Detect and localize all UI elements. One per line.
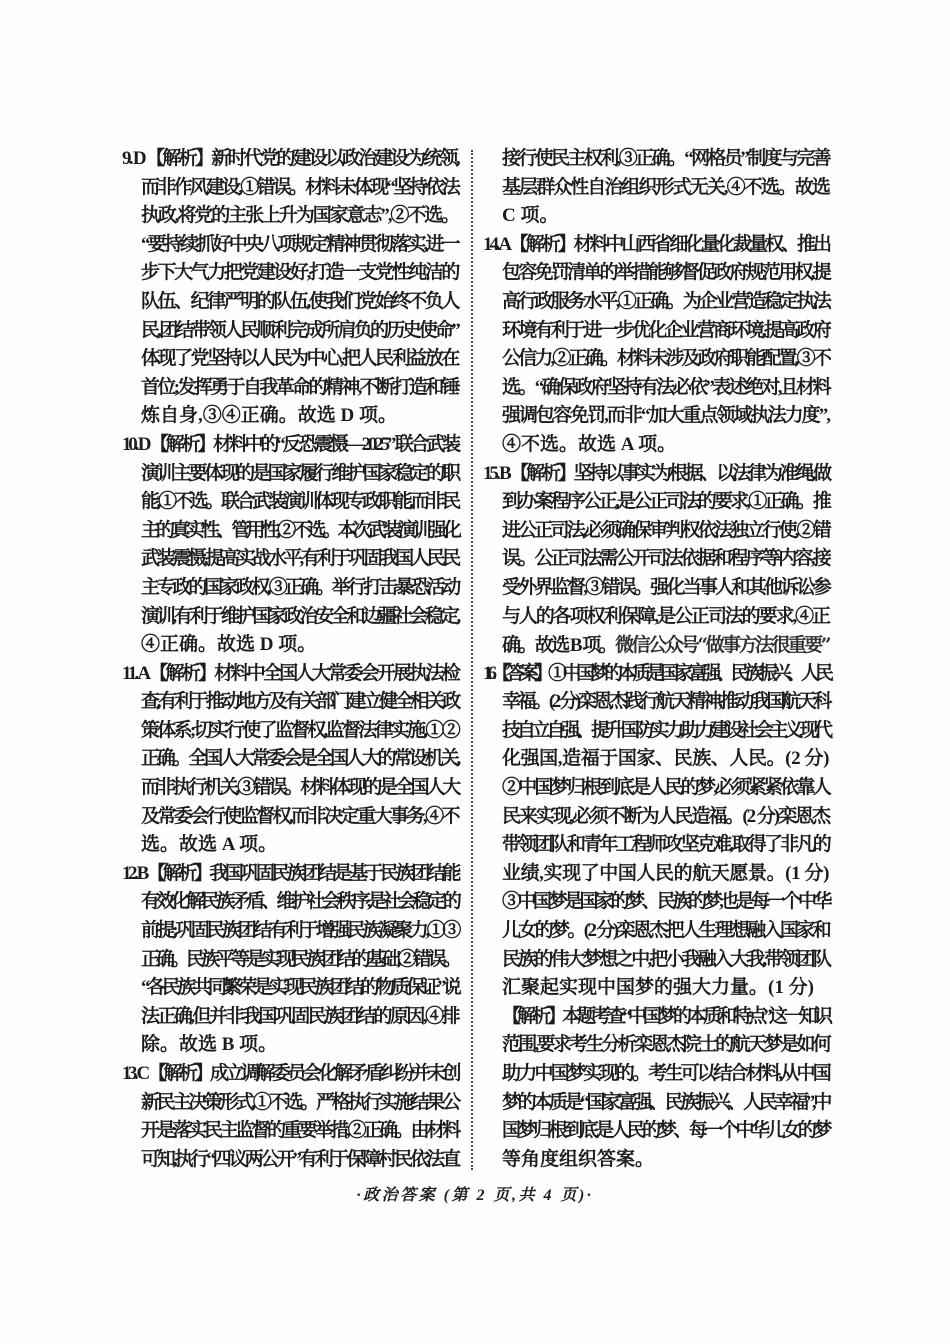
text-line: [122, 888, 458, 917]
text-line-content: 助力中国梦实现的。考生可以结合材料,从中国: [502, 1063, 829, 1084]
text-line: [122, 774, 458, 803]
text-line: [483, 1089, 829, 1118]
text-line-content: 选。故选 A 项。: [141, 834, 278, 856]
text-line: [483, 402, 829, 431]
text-line: [122, 803, 458, 832]
text-line-content: “要持续抓好中央八项规定精神贯彻落实,进一: [141, 233, 458, 255]
text-line: [483, 917, 829, 946]
text-line: [122, 660, 458, 689]
text-line: [122, 288, 458, 317]
text-line-content: 15. B 【解析】坚持以事实为根据、以法律为准绳,做: [483, 462, 829, 484]
text-line: [122, 1117, 458, 1146]
text-line: [483, 259, 829, 288]
text-line: [122, 517, 458, 546]
text-line: [483, 174, 829, 203]
text-line: [122, 1146, 458, 1175]
text-line-content: 技自立自强、提升国防实力,助力建设社会主义现代: [502, 719, 829, 741]
text-line: [122, 1060, 458, 1089]
text-line-content: 主的真实性、管用性,②不选。本次武装演训强化: [141, 519, 458, 541]
text-line: [483, 1117, 829, 1146]
text-line: [483, 688, 829, 717]
text-line: [483, 317, 829, 346]
text-line: [122, 345, 458, 374]
text-line: [483, 974, 829, 1003]
text-line: [122, 745, 458, 774]
text-line: [483, 202, 829, 231]
column-divider-dotted: [471, 150, 473, 1170]
text-line-content: 儿女的梦。(2 分)栾恩杰把人生理想融入国家和: [502, 920, 829, 942]
text-line-content: 而非作风建设,①错误。材料未体现“坚持依法: [141, 176, 458, 198]
text-line-content: ②中国梦归根到底是人民的梦,必须紧紧依靠人: [502, 777, 829, 799]
text-line-content: 演训主要体现的是国家履行维护国家稳定的职: [141, 462, 458, 484]
text-line-content: 受外界监督,③错误。强化当事人和其他诉讼参: [502, 576, 829, 598]
text-line: [483, 1003, 829, 1032]
text-line: [122, 202, 458, 231]
text-line: [122, 145, 458, 174]
text-line-content: 幸福。(2 分)栾恩杰践行航天精神,推动我国航天科: [502, 691, 829, 713]
text-line: [483, 145, 829, 174]
text-line-content: 查,有利于推动地方及有关部门建立健全相关政: [141, 691, 458, 713]
text-line-content: 首位;发挥勇于自我革命的精神,不断打造和锤: [141, 376, 458, 398]
text-line: [122, 431, 458, 460]
text-line: [483, 946, 829, 975]
answer-column-left: [122, 145, 458, 1174]
text-line: [122, 603, 458, 632]
text-line-content: 包容免罚清单的举措能够督促政府规范用权,提: [502, 262, 829, 284]
text-line: [483, 231, 829, 260]
text-line-content: 民,团结带领人民顺利完成所肩负的历史使命”: [141, 319, 458, 341]
text-line: [483, 574, 829, 603]
text-line-content: 及常委会行使监督权,而非决定重大事务,④不: [141, 805, 458, 827]
text-line: [483, 603, 829, 632]
text-line-content: ③中国梦是国家的梦、民族的梦,也是每一个中华: [502, 891, 829, 913]
text-line-content: 主专政的国家政权,③正确。举行打击暴恐活动: [141, 576, 458, 598]
text-line: [122, 488, 458, 517]
text-line: [483, 860, 829, 889]
text-line: [122, 402, 458, 431]
text-line: [483, 345, 829, 374]
text-line-content: 法正确,但并非我国巩固民族团结的原因,④排: [141, 1005, 458, 1027]
text-line-content: 策体系;切实行使了监督权,监督法律实施,①②: [141, 719, 458, 741]
text-line-content: 误。公正司法需公开司法依据和程序等内容,接: [502, 548, 829, 570]
text-line-content: 9. D 【解析】新时代党的建设以政治建设为统领,: [122, 148, 458, 169]
text-line: [122, 174, 458, 203]
text-line-content: C 项。: [502, 205, 559, 227]
text-line: [122, 1089, 458, 1118]
text-line-content: 炼自身,③④正确。故选 D 项。: [141, 405, 397, 427]
text-line-content: 步下大气力把党建设好,打造一支党性纯洁的: [141, 262, 458, 284]
text-line-content: 【解析】本题考查“中国梦的本质和特点”这一知识: [502, 1005, 829, 1027]
text-line: [122, 974, 458, 1003]
text-line: [122, 231, 458, 260]
text-line-content: 等角度组织答案。: [502, 1148, 655, 1170]
text-line-content: 确。故选 B 项。微信公众号“做事方法很重要”: [502, 634, 829, 657]
text-line-content: 11. A 【解析】材料中全国人大常委会开展执法检: [122, 662, 458, 684]
text-line: [122, 717, 458, 746]
text-line: [122, 860, 458, 889]
text-line: [483, 1146, 829, 1175]
text-line: [483, 1031, 829, 1060]
text-line: [483, 745, 829, 774]
text-line: [483, 374, 829, 403]
text-line-content: 执政,将党的主张上升为国家意志”,②不选。: [141, 205, 458, 227]
text-line-content: 与人的各项权利保障,是公正司法的要求,④正: [502, 605, 829, 627]
text-line: [122, 631, 458, 660]
text-line-content: 开是落实民主监督的重要举措,②正确。由材料: [141, 1120, 458, 1142]
text-line-content: 除。故选 B 项。: [141, 1034, 278, 1056]
text-line-content: 选。“确保政府坚持有法必依”表述绝对,且材料: [502, 376, 829, 398]
text-line-content: 10. D 【解析】材料中的“反恐震慑—2025” 联合武装: [122, 433, 458, 455]
text-line-content: 化强国,造福于国家、民族、人民。(2 分): [502, 748, 829, 770]
text-line: [122, 317, 458, 346]
text-line: [122, 917, 458, 946]
text-line: [483, 660, 829, 689]
text-line-content: 前提;巩固民族团结有利于增强民族凝聚力,①③: [141, 920, 458, 942]
text-line-content: 基层群众性自治组织形式无关,④不选。故选: [502, 176, 829, 198]
text-line: [122, 374, 458, 403]
text-line-content: 带领团队和青年工程师攻坚克难,取得了非凡的: [502, 834, 829, 856]
text-line-content: 演训,有利于维护国家政治安全和边疆社会稳定,: [141, 605, 458, 627]
text-line: [122, 831, 458, 860]
text-line: [122, 259, 458, 288]
text-line: [483, 288, 829, 317]
text-line: [483, 774, 829, 803]
page-footer: ·政治答案 (第 2 页,共 4 页)·: [356, 1187, 594, 1204]
text-line-content: 有效化解民族矛盾、维护社会秩序,是社会稳定的: [141, 891, 458, 913]
text-line-content: ④不选。故选 A 项。: [502, 433, 677, 455]
text-line-content: 16.【答案】①中国梦的本质是国家富强、民族振兴、人民: [483, 662, 829, 684]
text-line-content: 正确。民族平等是实现民族团结的基础,②错误。: [141, 948, 458, 970]
text-line-content: 13. C 【解析】成立调解委员会化解矛盾纠纷并未创: [122, 1063, 458, 1084]
watermark-text: 微信公众号“做事方法很重要”: [615, 634, 829, 657]
text-line-content: 梦的本质是“国家富强、民族振兴、人民幸福”,中: [502, 1091, 829, 1113]
text-line-content: 14. A 【解析】材料中山西省细化量化裁量权、推出: [483, 233, 829, 255]
text-line-content: 国梦归根到底是人民的梦、每一个中华儿女的梦: [502, 1120, 829, 1142]
text-line-content: 接行使民主权利,③正确。“网格员”制度与完善: [502, 148, 829, 169]
answer-column-right: [483, 145, 829, 1174]
text-line: [483, 831, 829, 860]
text-line-content: “各民族共同繁荣是实现民族团结的物质保证”说: [141, 977, 458, 999]
text-line: [483, 717, 829, 746]
text-line: [122, 574, 458, 603]
text-line-content: 高行政服务水平,①正确。为企业营造稳定执法: [502, 290, 829, 312]
text-line-content: 民族的伟大梦想之中,把小我融入大我,带领团队: [502, 948, 829, 970]
text-line-content: 新民主决策形式,①不选。严格执行实施结果公: [141, 1091, 458, 1113]
text-line: [122, 1003, 458, 1032]
text-line: [483, 488, 829, 517]
text-line-content: 汇聚起实现中国梦的强大力量。(1 分): [502, 977, 814, 999]
text-line: [122, 688, 458, 717]
text-line-content: 进公正司法,必须确保审判权依法独立行使,②错: [502, 519, 829, 541]
text-line-content: 队伍、纪律严明的队伍,使我们党始终不负人: [141, 290, 458, 312]
text-line-content: 武装震慑,提高实战水平,有利于巩固我国人民民: [141, 548, 458, 570]
text-line: [483, 460, 829, 489]
text-line: [483, 1060, 829, 1089]
text-line-content: 业绩,实现了中国人民的航天愿景。(1 分): [502, 862, 829, 884]
text-line-content: ④正确。故选 D 项。: [141, 634, 317, 656]
text-line-content: 体现了党坚持以人民为中心,把人民利益放在: [141, 348, 458, 370]
text-line-content: 12. B 【解析】我国巩固民族团结是基于民族团结能: [122, 862, 458, 884]
text-line-content: 到办案程序公正,是公正司法的要求,①正确。推: [502, 491, 829, 513]
text-line: [122, 1031, 458, 1060]
text-line: [483, 888, 829, 917]
text-line: [483, 545, 829, 574]
text-line: [483, 517, 829, 546]
text-line: [483, 631, 829, 660]
text-line-content: 环境有利于进一步优化企业营商环境,提高政府: [502, 319, 829, 341]
text-line-content: 而非执行机关,③错误。材料体现的是全国人大: [141, 777, 458, 799]
text-line: [483, 803, 829, 832]
text-line-content: 公信力,②正确。材料未涉及政府职能配置,③不: [502, 348, 829, 370]
text-line: [483, 431, 829, 460]
text-line: [122, 545, 458, 574]
text-line-content: 范围,要求考生分析栾恩杰院士的航天梦是如何: [502, 1034, 829, 1056]
text-line: [122, 946, 458, 975]
text-line-content: 民来实现,必须不断为人民造福。(2 分)栾恩杰: [502, 805, 829, 827]
text-line-content: 能,①不选。联合武装演训体现专政职能,而非民: [141, 491, 458, 513]
text-line: [122, 460, 458, 489]
text-line-content: 正确。全国人大常委会是全国人大的常设机关,: [141, 748, 458, 770]
text-line-content: 强调包容免罚,而非“加大重点领域执法力度”,: [502, 405, 829, 427]
text-line-content: 可知,执行“四议两公开”有利于保障村民依法直: [141, 1148, 458, 1170]
